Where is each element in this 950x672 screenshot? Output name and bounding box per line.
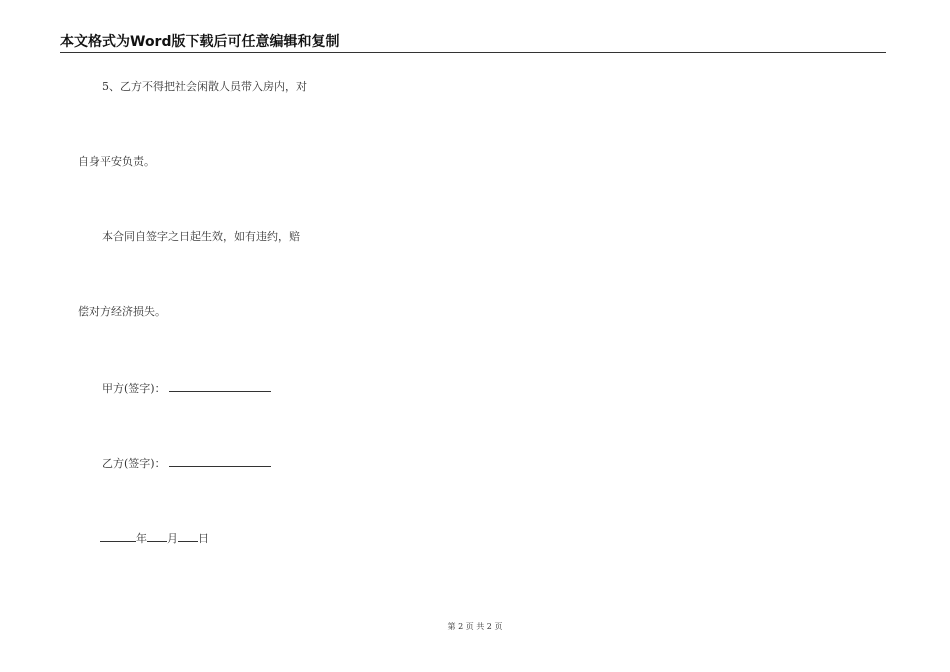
effective-clause-line-1: 本合同自签字之日起生效，如有违约，赔 — [102, 230, 300, 243]
party-a-signature-blank — [169, 380, 271, 392]
clause-5-line-1: 5、乙方不得把社会闲散人员带入房内，对 — [102, 80, 307, 93]
effective-clause-line-2: 偿对方经济损失。 — [78, 305, 166, 318]
party-b-label: 乙方(签字)： — [102, 457, 166, 470]
month-blank — [147, 530, 167, 542]
day-blank — [178, 530, 198, 542]
year-label: 年 — [136, 532, 147, 545]
year-blank — [100, 530, 136, 542]
page-number: 第 2 页 共 2 页 — [447, 622, 503, 631]
header-title: 本文格式为Word版下载后可任意编辑和复制 — [60, 34, 340, 50]
month-label: 月 — [167, 532, 178, 545]
document-header — [60, 34, 886, 53]
party-b-signature — [102, 455, 271, 471]
party-a-signature — [102, 380, 271, 396]
day-label: 日 — [198, 532, 209, 545]
clause-5-line-2: 自身平安负责。 — [78, 155, 155, 168]
party-a-label: 甲方(签字)： — [102, 382, 166, 395]
date-line — [100, 530, 209, 546]
party-b-signature-blank — [169, 455, 271, 467]
